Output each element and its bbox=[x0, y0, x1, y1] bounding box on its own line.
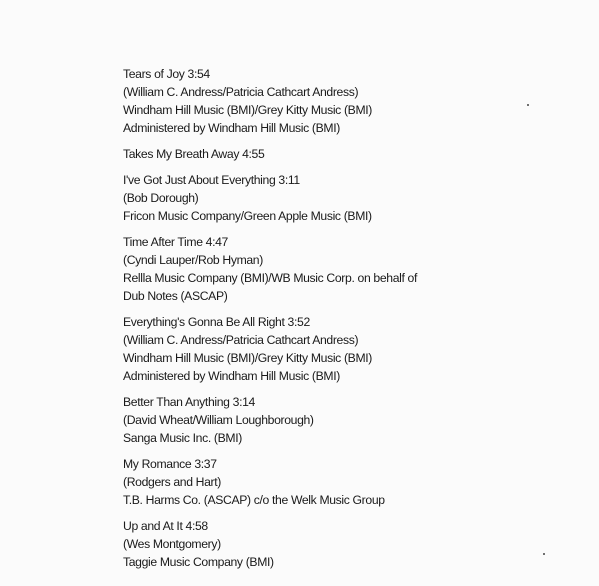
track-heading: I've Got Just About Everything 3:11 bbox=[123, 173, 300, 187]
songwriters-line: (William C. Andress/Patricia Cathcart Andress) bbox=[123, 333, 359, 347]
track-heading: Tears of Joy 3:54 bbox=[123, 67, 210, 81]
track-entry bbox=[123, 145, 543, 163]
track-credits-list bbox=[123, 65, 543, 579]
publisher-line: Rellla Music Company (BMI)/WB Music Corp. on behalf of bbox=[123, 271, 418, 285]
print-speck bbox=[543, 553, 545, 555]
track-heading: My Romance 3:37 bbox=[123, 457, 217, 471]
songwriters-line: (William C. Andress/Patricia Cathcart Andress) bbox=[123, 85, 359, 99]
track-entry bbox=[123, 65, 543, 137]
track-entry bbox=[123, 171, 543, 225]
track-heading: Everything's Gonna Be All Right 3:52 bbox=[123, 315, 310, 329]
songwriters-line: (Cyndi Lauper/Rob Hyman) bbox=[123, 253, 263, 267]
songwriters-line: (Wes Montgomery) bbox=[123, 537, 221, 551]
track-entry bbox=[123, 233, 543, 305]
publisher-line-continued: Dub Notes (ASCAP) bbox=[123, 289, 228, 303]
publisher-line: Windham Hill Music (BMI)/Grey Kitty Music (BMI) bbox=[123, 103, 372, 117]
publisher-line: Fricon Music Company/Green Apple Music (BMI) bbox=[123, 209, 372, 223]
track-entry bbox=[123, 517, 543, 571]
track-heading: Better Than Anything 3:14 bbox=[123, 395, 255, 409]
songwriters-line: (David Wheat/William Loughborough) bbox=[123, 413, 314, 427]
track-entry bbox=[123, 313, 543, 385]
track-heading: Time After Time 4:47 bbox=[123, 235, 228, 249]
track-heading: Up and At It 4:58 bbox=[123, 519, 208, 533]
publisher-line: Taggie Music Company (BMI) bbox=[123, 555, 274, 569]
publisher-line: Windham Hill Music (BMI)/Grey Kitty Music (BMI) bbox=[123, 351, 372, 365]
track-entry bbox=[123, 455, 543, 509]
administration-line: Administered by Windham Hill Music (BMI) bbox=[123, 121, 340, 135]
publisher-line: Sanga Music Inc. (BMI) bbox=[123, 431, 242, 445]
track-heading: Takes My Breath Away 4:55 bbox=[123, 147, 265, 161]
track-entry bbox=[123, 393, 543, 447]
administration-line: Administered by Windham Hill Music (BMI) bbox=[123, 369, 340, 383]
publisher-line: T.B. Harms Co. (ASCAP) c/o the Welk Music Group bbox=[123, 493, 385, 507]
songwriters-line: (Bob Dorough) bbox=[123, 191, 199, 205]
print-speck bbox=[527, 104, 529, 106]
songwriters-line: (Rodgers and Hart) bbox=[123, 475, 222, 489]
